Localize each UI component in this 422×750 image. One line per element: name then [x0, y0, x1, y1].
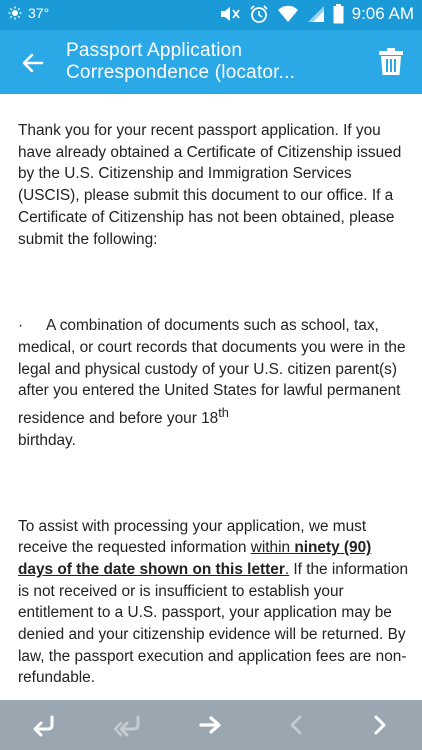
bullet-text: A combination of documents such as school, tax, medical, or court records that documents you were in the legal and physical custody of your U.S. citizen parent(s) after you entered the United States for lawful permanent residence and before your 18 [18, 317, 406, 428]
back-arrow-icon [18, 48, 48, 78]
reply-all-icon [112, 713, 142, 737]
para3-start: To assist with processing your application, we must receive the requested information [18, 517, 367, 557]
bottom-action-bar [0, 700, 422, 750]
trash-icon [378, 48, 404, 76]
para3-underline-pre: within [250, 539, 295, 557]
forward-button[interactable] [198, 713, 224, 737]
status-right [219, 4, 414, 24]
delete-button[interactable] [378, 48, 404, 76]
chevron-right-icon [366, 713, 392, 737]
bullet-superscript: th [218, 405, 229, 421]
bullet-end: birthday. [18, 431, 76, 449]
para3-end: If the information is not received or is insufficient to establish your entitlement to a U.S. passport, your application may be denied and your citizenship evidence will be returned. By law, the passport execution and application fees are non-refundable. [18, 560, 409, 687]
wifi-icon [277, 5, 299, 23]
letter-paragraph-1: Thank you for your recent passport application. If you have already obtained a Certificate of Citizenship issued by the U.S. Citizenship and Immigration Services (USCIS), please submit this document to our office. If a Certificate of Citizenship has not been obtained, please submit the following: [18, 122, 402, 248]
signal-icon [307, 5, 325, 23]
mute-icon [219, 5, 241, 23]
reply-all-button[interactable] [112, 713, 138, 737]
letter-body [0, 94, 422, 700]
bullet-dot: · [18, 317, 24, 335]
forward-icon [198, 713, 224, 737]
reply-icon [30, 713, 56, 737]
title-line-2: Correspondence (locator... [66, 62, 296, 83]
previous-button[interactable] [284, 713, 310, 737]
chevron-left-icon [284, 713, 310, 737]
status-left [8, 5, 49, 21]
spacer [18, 250, 408, 315]
status-bar [0, 0, 422, 30]
clock-time: 9:06 AM [351, 4, 414, 23]
sun-icon [8, 6, 22, 20]
letter-bullet-item [18, 315, 408, 451]
page-title [66, 40, 366, 84]
battery-icon [333, 4, 344, 24]
para3-deadline: ninety (90) days of the date shown on this letter [18, 539, 372, 578]
spacer [18, 452, 408, 516]
app-bar [0, 30, 422, 94]
title-line-1: Passport Application [66, 40, 243, 61]
back-button[interactable] [18, 48, 48, 78]
next-button[interactable] [366, 713, 392, 737]
letter-paragraph-3 [18, 516, 408, 690]
para3-underline-post: . [284, 560, 290, 578]
alarm-icon [249, 4, 269, 24]
temperature-text: 37° [28, 5, 50, 21]
reply-button[interactable] [30, 713, 56, 737]
